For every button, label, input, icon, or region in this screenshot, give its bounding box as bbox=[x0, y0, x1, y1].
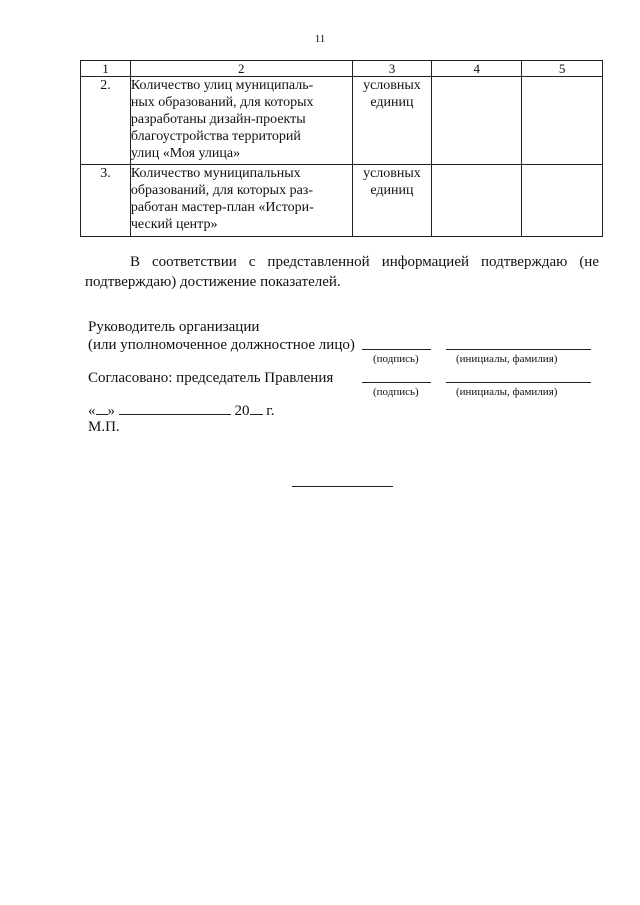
agreed-chairman-label: Согласовано: председатель Правления bbox=[88, 370, 334, 386]
indicator-name-line: работан мастер-план «Истори- bbox=[130, 200, 314, 215]
signature-caption: (подпись) bbox=[373, 353, 419, 365]
indicator-name-line: Количество улиц муниципаль- bbox=[130, 78, 314, 93]
indicator-name-line: ческий центр» bbox=[130, 217, 218, 232]
date-year-prefix: 20 bbox=[234, 403, 250, 419]
column-header: 4 bbox=[432, 61, 522, 77]
date-open-quote: « bbox=[88, 403, 96, 419]
name-caption: (инициалы, фамилия) bbox=[456, 353, 558, 365]
row-number: 2. bbox=[81, 77, 131, 165]
indicator-name-line: Количество муниципальных bbox=[130, 166, 301, 181]
value-cell-col5 bbox=[522, 77, 603, 165]
indicator-name-line: разработаны дизайн-проекты bbox=[130, 112, 306, 127]
value-cell-col5 bbox=[522, 165, 603, 237]
indicator-name bbox=[130, 165, 352, 237]
indicators-table bbox=[80, 60, 603, 237]
unit-line: единиц bbox=[370, 95, 414, 110]
column-header: 3 bbox=[352, 61, 432, 77]
row-number: 3. bbox=[81, 165, 131, 237]
name-line-2[interactable] bbox=[446, 382, 591, 383]
confirmation-paragraph: В соответствии с представленной информацией подтверждаю (не подтверждаю) достижение показателей. bbox=[85, 254, 599, 290]
date-month-blank[interactable] bbox=[119, 401, 231, 415]
signature-line[interactable] bbox=[362, 349, 431, 350]
authorized-person-label: (или уполномоченное должностное лицо) bbox=[88, 337, 355, 353]
name-line[interactable] bbox=[446, 349, 591, 350]
name-caption-2: (инициалы, фамилия) bbox=[456, 386, 558, 398]
unit-line: условных bbox=[363, 78, 421, 93]
column-header: 2 bbox=[130, 61, 352, 77]
indicator-name-line: образований, для которых раз- bbox=[130, 183, 313, 198]
indicator-name bbox=[130, 77, 352, 165]
value-cell-col4 bbox=[432, 165, 522, 237]
head-of-organization-label: Руководитель организации bbox=[88, 319, 260, 335]
table-row bbox=[81, 77, 603, 165]
column-header: 5 bbox=[522, 61, 603, 77]
value-cell-col4 bbox=[432, 77, 522, 165]
indicator-name-line: ных образований, для которых bbox=[130, 95, 314, 110]
page-number: 11 bbox=[314, 33, 326, 45]
unit-line: условных bbox=[363, 166, 421, 181]
unit-of-measure bbox=[352, 165, 432, 237]
table-header-row bbox=[81, 61, 603, 77]
signature-caption-2: (подпись) bbox=[373, 386, 419, 398]
date-year-blank[interactable] bbox=[250, 401, 263, 415]
table-row bbox=[81, 165, 603, 237]
unit-of-measure bbox=[352, 77, 432, 165]
date-close-quote: » bbox=[107, 403, 115, 419]
signature-line-2[interactable] bbox=[362, 382, 431, 383]
unit-line: единиц bbox=[370, 183, 414, 198]
indicator-name-line: благоустройства территорий bbox=[130, 129, 301, 144]
indicator-name-line: улиц «Моя улица» bbox=[130, 146, 241, 161]
end-of-document-rule bbox=[292, 486, 393, 487]
date-day-blank[interactable] bbox=[96, 401, 108, 415]
stamp-place-label: М.П. bbox=[88, 419, 120, 435]
column-header: 1 bbox=[81, 61, 131, 77]
date-year-suffix: г. bbox=[266, 403, 275, 419]
